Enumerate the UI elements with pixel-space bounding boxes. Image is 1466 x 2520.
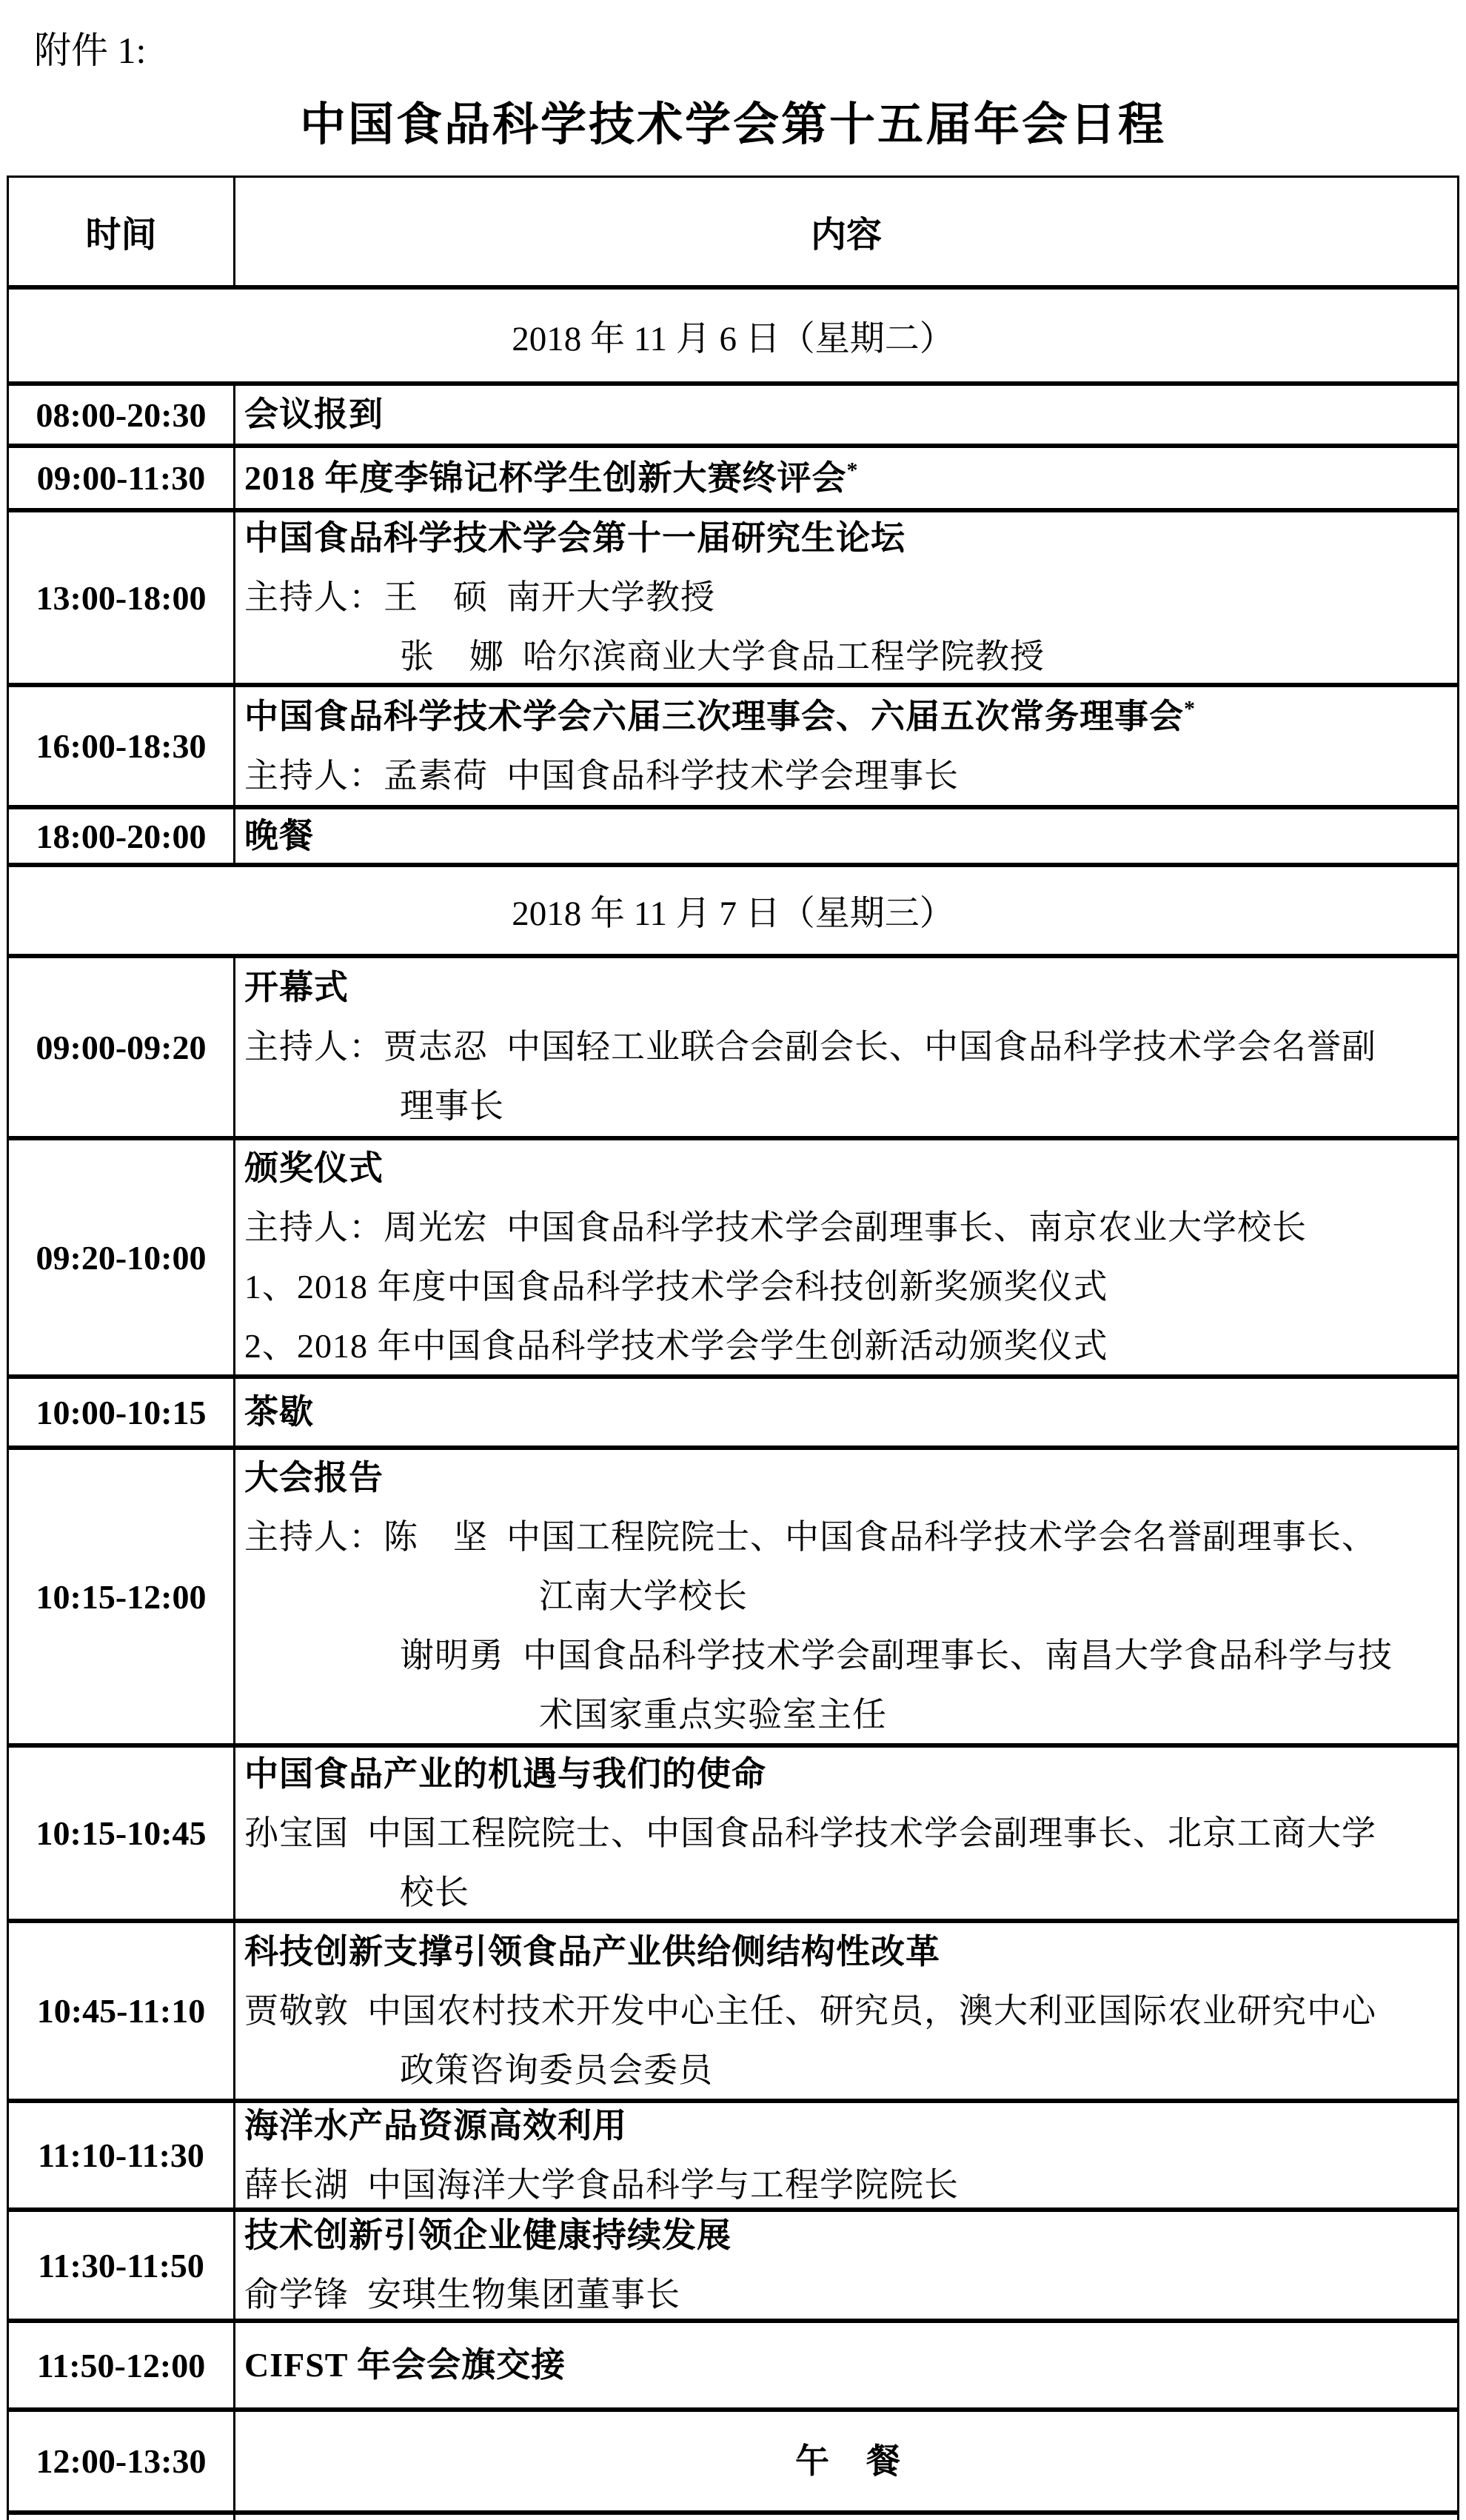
schedule-row (9, 2412, 1457, 2515)
session-detail-line: 校长 (400, 1873, 469, 1911)
schedule-table (7, 176, 1459, 2520)
session-content-cell (235, 448, 1457, 508)
schedule-row (9, 512, 1457, 687)
session-detail-line: 理事长 (400, 1087, 504, 1125)
session-detail-line: 主持人：孟素荷 中国食品科学技术学会理事长 (244, 756, 959, 795)
partial-bottom-row (9, 2515, 1457, 2520)
schedule-row (9, 2323, 1457, 2412)
attachment-label: 附件 1: (34, 30, 147, 71)
session-detail-line: 张 娜 哈尔滨商业大学食品工程学院教授 (400, 638, 1045, 675)
session-title-line: 2018 年度李锦记杯学生创新大赛终评会* (244, 458, 859, 497)
time-value: 08:00-20:30 (9, 386, 235, 444)
partial-time-cell (9, 2515, 235, 2520)
date-label: 2018 年 11 月 6 日（星期二） (512, 319, 954, 358)
session-detail-line: 2、2018 年中国食品科学技术学会学生创新活动颁奖仪式 (244, 1327, 1108, 1365)
session-title-line: 晚餐 (244, 817, 314, 855)
session-title-line: 午 餐 (795, 2442, 902, 2480)
session-title-line: 会议报到 (244, 395, 384, 433)
schedule-row (9, 2103, 1457, 2212)
session-detail-line: 江南大学校长 (539, 1577, 748, 1615)
session-content-cell (235, 1140, 1457, 1374)
session-title-line: 海洋水产品资源高效利用 (244, 2106, 627, 2145)
schedule-row (9, 1748, 1457, 1923)
schedule-row (9, 687, 1457, 809)
time-column-header: 时间 (9, 178, 235, 285)
session-content-cell (235, 1379, 1457, 1446)
schedule-row (9, 1379, 1457, 1450)
session-content-cell (235, 1923, 1457, 2099)
schedule-row (9, 809, 1457, 867)
session-title-line: 开幕式 (244, 969, 349, 1006)
session-title-line: 技术创新引领企业健康持续发展 (244, 2216, 732, 2254)
date-label: 2018 年 11 月 7 日（星期三） (512, 895, 954, 933)
schedule-row (9, 1450, 1457, 1748)
time-value: 10:45-11:10 (9, 1923, 235, 2099)
time-value: 18:00-20:00 (9, 809, 235, 863)
table-body (9, 290, 1457, 2515)
session-detail-line: 主持人：王 硕 南开大学教授 (244, 578, 715, 616)
session-content-cell (235, 2212, 1457, 2319)
time-value: 09:20-10:00 (9, 1140, 235, 1374)
page-title: 中国食品科学技术学会第十五届年会日程 (299, 100, 1166, 150)
time-value: 09:00-09:20 (9, 958, 235, 1136)
footnote-asterisk: * (1184, 696, 1196, 721)
session-title-line: 中国食品科学技术学会第十一届研究生论坛 (244, 519, 906, 557)
session-content-cell (235, 386, 1457, 444)
time-value: 16:00-18:30 (9, 687, 235, 805)
time-value: 11:50-12:00 (9, 2323, 235, 2407)
session-content-cell (235, 1748, 1457, 1919)
time-value: 11:10-11:30 (9, 2103, 235, 2207)
session-content-cell (235, 958, 1457, 1136)
time-value: 10:00-10:15 (9, 1379, 235, 1446)
session-content-cell (235, 687, 1457, 805)
time-value: 13:00-18:00 (9, 512, 235, 683)
session-title-line: 颁奖仪式 (244, 1149, 384, 1187)
time-value: 12:00-13:30 (9, 2412, 235, 2510)
session-title-line: 大会报告 (244, 1459, 384, 1497)
session-title-line: 中国食品产业的机遇与我们的使命 (244, 1754, 766, 1793)
session-detail-line: 薛长湖 中国海洋大学食品科学与工程学院院长 (244, 2165, 959, 2204)
session-title-line: 科技创新支撑引领食品产业供给侧结构性改革 (244, 1932, 940, 1971)
schedule-row (9, 1923, 1457, 2103)
footnote-asterisk: * (846, 458, 859, 483)
session-detail-line: 俞学锋 安琪生物集团董事长 (244, 2276, 680, 2313)
partial-content-cell (235, 2515, 1457, 2520)
session-detail-line: 政策咨询委员会委员 (400, 2051, 713, 2089)
time-value: 09:00-11:30 (9, 448, 235, 508)
schedule-row (9, 958, 1457, 1140)
time-value: 10:15-12:00 (9, 1450, 235, 1743)
session-detail-line: 术国家重点实验室主任 (539, 1696, 887, 1734)
session-detail-line: 孙宝国 中国工程院院士、中国食品科学技术学会副理事长、北京工商大学 (244, 1814, 1376, 1852)
session-detail-line: 主持人：陈 坚 中国工程院院士、中国食品科学技术学会名誉副理事长、 (244, 1518, 1376, 1556)
session-content-cell (235, 2412, 1457, 2510)
session-detail-line: 主持人：周光宏 中国食品科学技术学会副理事长、南京农业大学校长 (244, 1209, 1307, 1246)
session-content-cell (235, 1450, 1457, 1743)
session-content-cell (235, 809, 1457, 863)
session-detail-line: 谢明勇 中国食品科学技术学会副理事长、南昌大学食品科学与技 (400, 1637, 1393, 1674)
time-value: 10:15-10:45 (9, 1748, 235, 1919)
session-title-line: CIFST 年会会旗交接 (244, 2346, 566, 2384)
date-row (9, 867, 1457, 958)
session-detail-line: 贾敬敦 中国农村技术开发中心主任、研究员，澳大利亚国际农业研究中心 (244, 1991, 1376, 2030)
session-content-cell (235, 2103, 1457, 2207)
time-value: 11:30-11:50 (9, 2212, 235, 2319)
session-title-line: 中国食品科学技术学会六届三次理事会、六届五次常务理事会* (244, 696, 1196, 735)
schedule-row (9, 2212, 1457, 2323)
content-column-header: 内容 (810, 215, 882, 255)
table-header-row (9, 178, 1457, 290)
schedule-row (9, 1140, 1457, 1379)
session-content-cell (235, 2323, 1457, 2407)
session-title-line: 茶歇 (244, 1393, 314, 1431)
schedule-row (9, 386, 1457, 448)
session-content-cell (235, 512, 1457, 683)
session-detail-line: 1、2018 年度中国食品科学技术学会科技创新奖颁奖仪式 (244, 1268, 1108, 1306)
session-detail-line: 主持人：贾志忍 中国轻工业联合会副会长、中国食品科学技术学会名誉副 (244, 1028, 1376, 1066)
date-row (9, 290, 1457, 386)
schedule-row (9, 448, 1457, 512)
